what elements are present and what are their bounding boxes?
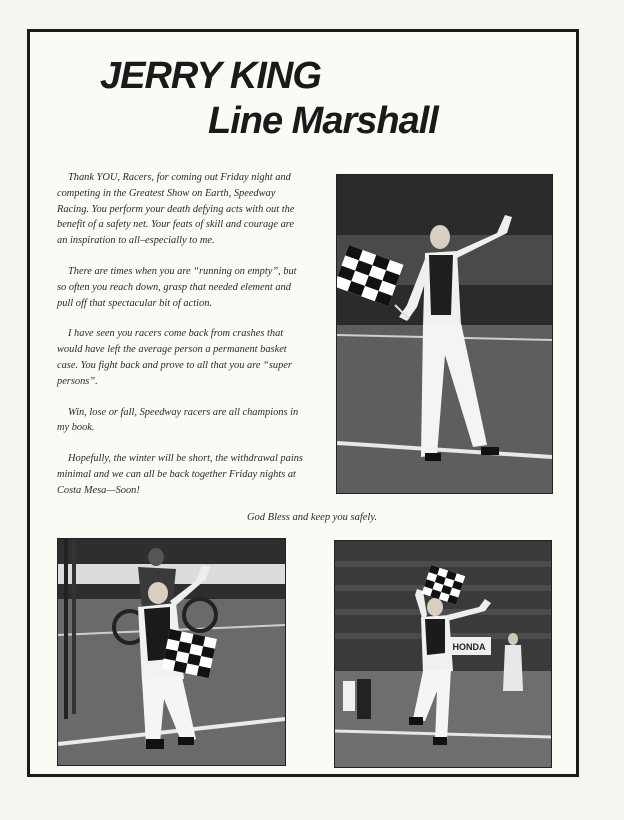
paragraph-3: I have seen you racers come back from crashes that would have left the average person a permanent basket case. You fight back and prove to all that you are “super persons”. — [57, 328, 292, 387]
photo-marshal-with-rider — [57, 538, 286, 766]
body-text — [57, 170, 307, 514]
closing-line: God Bless and keep you safely. — [246, 512, 378, 523]
photo-marshal-on-track — [334, 540, 552, 768]
title-role: Line Marshall — [208, 100, 438, 142]
paragraph-1: Thank YOU, Racers, for coming out Friday night and competing in the Greatest Show on Earth, Speedway Racing. You perform your death defying acts with out the benefit of a safety net. Your feats of skill and courage are an inspiration to all–especially to me. — [57, 172, 295, 247]
paragraph-2: There are times when you are “running on empty”, but so often you reach down, grasp that needed element and pull off that spectacular bit of action. — [57, 265, 297, 309]
paragraph-5: Hopefully, the winter will be short, the withdrawal pains minimal and we can all be back together Friday nights at Costa Mesa—Soon! — [57, 453, 303, 496]
honda-sign-text: HONDA — [452, 642, 486, 652]
photo-marshal-waving-flag — [336, 174, 553, 494]
title-name: JERRY KING — [100, 55, 321, 97]
paragraph-4: Win, lose or fall, Speedway racers are all champions in my book. — [57, 406, 299, 434]
